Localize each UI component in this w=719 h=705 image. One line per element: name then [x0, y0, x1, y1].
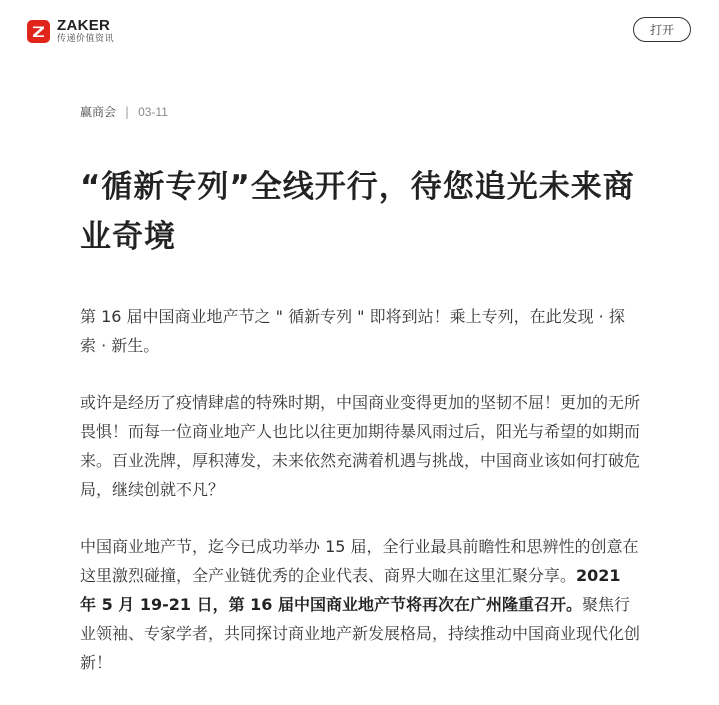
article-paragraph-3: [80, 532, 640, 677]
top-bar: [0, 0, 719, 62]
logo-name: ZAKER: [57, 17, 111, 34]
article-date: 03-11: [138, 104, 168, 119]
paragraph-3-outro: 聚焦行业领袖、专家学者，共同探讨商业地产新发展格局，持续推动中国商业现代化创新！: [80, 595, 641, 672]
article-body: [80, 302, 640, 705]
zaker-logo[interactable]: [27, 18, 114, 44]
article-paragraph-1: 第 16 届中国商业地产节之 " 循新专列 " 即将到站！乘上专列，在此发现 · 探索 · 新生。: [80, 307, 625, 355]
logo-text: [57, 18, 114, 44]
meta-separator: |: [125, 104, 130, 119]
article-title: “循新专列”全线开行，待您追光未来商业奇境: [80, 169, 635, 255]
logo-slogan: 传递价值资讯: [57, 34, 115, 44]
paragraph-3-highlight: 2021 年 5 月 19-21 日，第 16 届中国商业地产节将再次在广州隆重召开。: [80, 566, 621, 614]
zaker-logo-icon: [27, 20, 50, 43]
open-app-button[interactable]: 打开: [633, 17, 691, 42]
paragraph-3-intro: 中国商业地产节，迄今已成功举办 15 届，全行业最具前瞻性和思辨性的创意在这里激烈碰撞，全产业链优秀的企业代表、商界大咖在这里汇聚分享。: [80, 537, 639, 585]
article-meta: [80, 103, 168, 120]
z-glyph-icon: [31, 24, 46, 39]
article-paragraph-2: 或许是经历了疫情肆虐的特殊时期，中国商业变得更加的坚韧不屈！更加的无所畏惧！而每一位商业地产人也比以往更加期待暴风雨过后，阳光与希望的如期而来。百业洗牌，厚积薄发，未来依然充满着机遇与挑战，中国商业该如何打破危局，继续创就不凡？: [80, 393, 641, 499]
article-source[interactable]: 赢商会: [80, 105, 117, 119]
